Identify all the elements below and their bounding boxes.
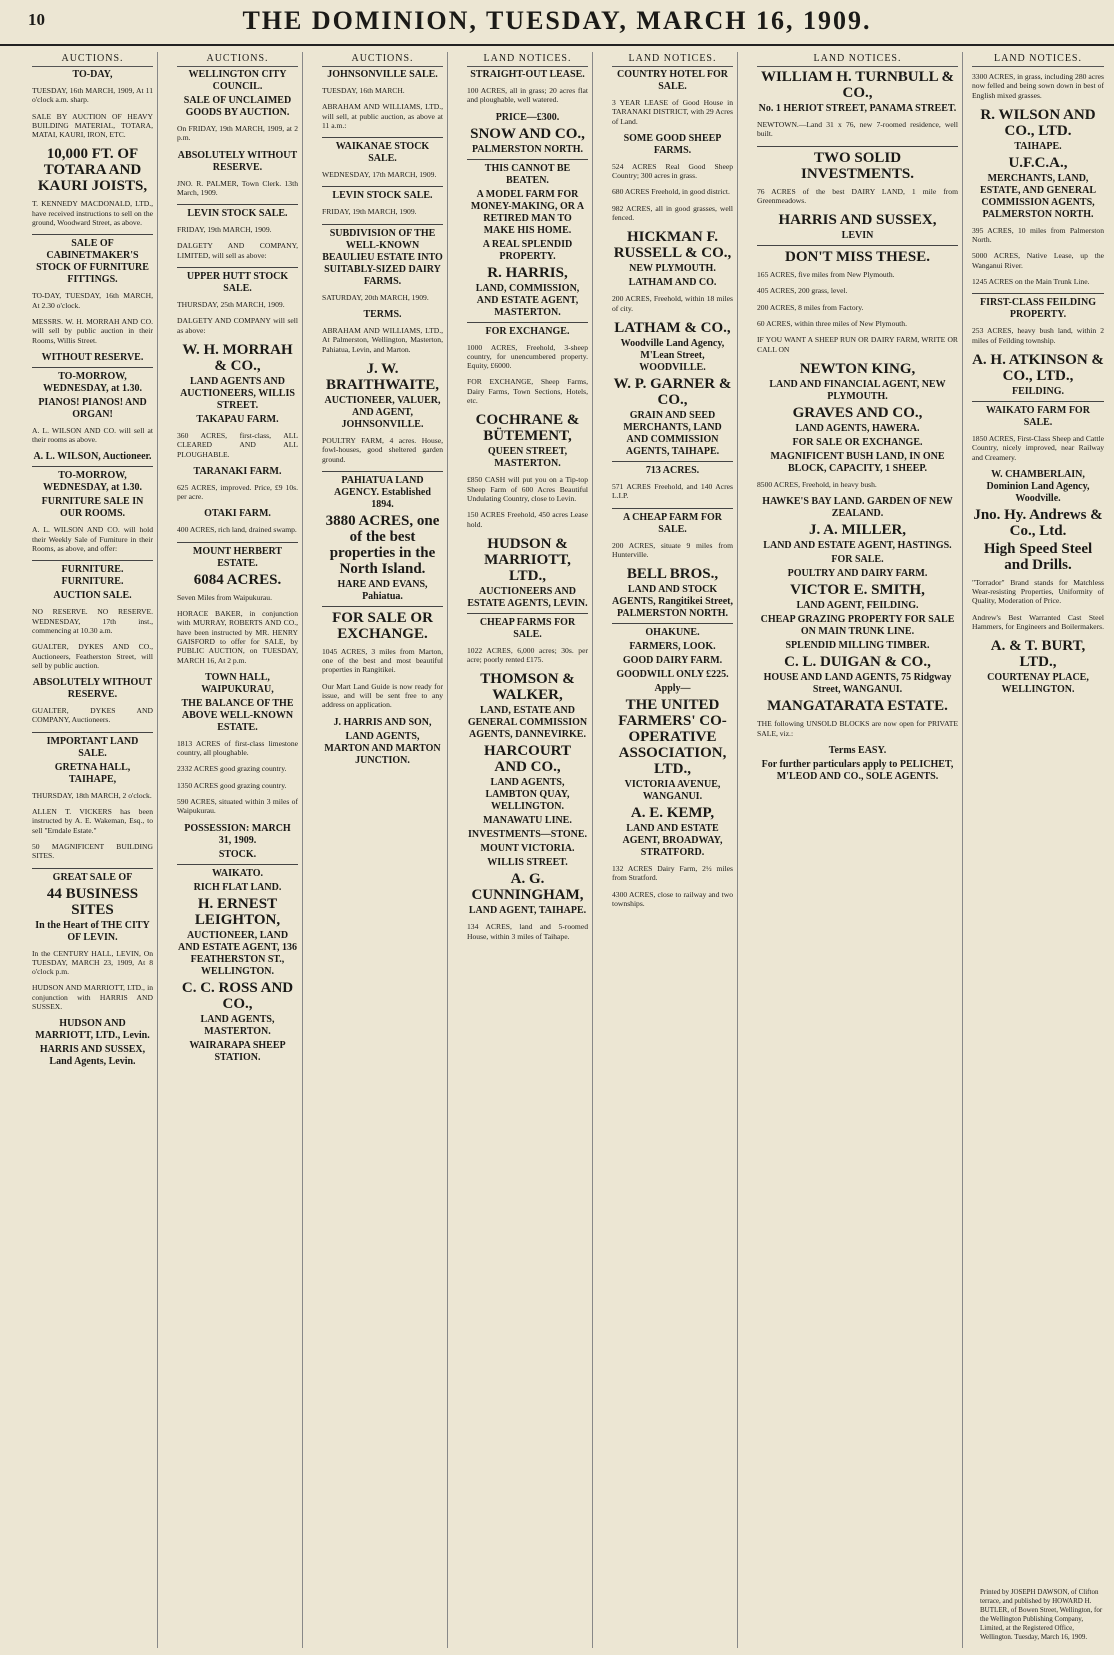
- advertiser-name: GRAVES AND CO.,: [792, 404, 923, 421]
- advertiser-name: 6084 ACRES.: [193, 571, 282, 588]
- notice-text: 2332 ACRES good grazing country.: [177, 764, 287, 774]
- notice-text: £850 CASH will put you on a Tip-top Sheep Farm of 600 Acres Beautiful Undulating Country, close to Levin.: [467, 475, 588, 503]
- notice-heading: LAND AND FINANCIAL AGENT, NEW PLYMOUTH.: [769, 378, 946, 402]
- column-1: [28, 52, 158, 1648]
- notice-text: 395 ACRES, 10 miles from Palmerston North.: [972, 225, 1104, 245]
- notice-heading: Apply—: [654, 683, 691, 695]
- column-rule: [32, 466, 153, 467]
- notice-text: ABRAHAM AND WILLIAMS, LTD., At Palmerston, Wellington, Masterton, Pahiatua, Levin, and Marton.: [322, 326, 443, 354]
- notice-text: 3300 ACRES, in grass, including 280 acres now felled and being sown down in best of English mixed grasses.: [972, 72, 1104, 100]
- column-rule: [972, 401, 1104, 402]
- notice-heading: W. CHAMBERLAIN, Dominion Land Agency, Woodville.: [986, 468, 1090, 504]
- masthead: [0, 0, 1114, 46]
- column-heading: AUCTIONS.: [322, 52, 443, 67]
- column-rule: [467, 159, 588, 160]
- column-rule: [757, 146, 958, 147]
- column-rule: [32, 234, 153, 235]
- notice-heading: LATHAM AND CO.: [628, 277, 717, 289]
- notice-text: GUALTER, DYKES AND COMPANY, Auctioneers.: [32, 706, 153, 725]
- notice-heading: HARRIS AND SUSSEX, Land Agents, Levin.: [39, 1044, 146, 1068]
- notice-heading: SPLENDID MILLING TIMBER.: [785, 640, 930, 652]
- notice-text: WEDNESDAY, 17th MARCH, 1909.: [322, 170, 437, 180]
- column-rule: [467, 613, 588, 614]
- notice-heading: OTAKI FARM.: [204, 508, 271, 520]
- notice-heading: LAND AND STOCK AGENTS, Rangitikei Street, PALMERSTON NORTH.: [612, 584, 733, 620]
- notice-heading: WAIKATO FARM FOR SALE.: [986, 404, 1090, 428]
- column-body: [467, 69, 588, 941]
- notice-heading: SALE OF CABINETMAKER'S STOCK OF FURNITURE FITTINGS.: [36, 238, 149, 286]
- notice-heading: STOCK.: [218, 848, 257, 860]
- notice-heading: LAND AGENTS, HAWERA.: [795, 422, 920, 434]
- notice-heading: TO-MORROW, WEDNESDAY, at 1.30.: [42, 370, 142, 394]
- notice-text: T. KENNEDY MACDONALD, LTD., have received instructions to sell on the ground, Woodward Street, as above.: [32, 199, 153, 228]
- notice-text: 1000 ACRES, Freehold, 3-sheep country, for unencumbered property. Equity, £6000.: [467, 342, 588, 371]
- notice-heading: MOUNT VICTORIA.: [480, 843, 575, 855]
- notice-heading: PRICE—£300.: [495, 111, 560, 123]
- notice-heading: LAND, COMMISSION, AND ESTATE AGENT, MASTERTON.: [475, 282, 580, 318]
- column-body: [757, 69, 958, 783]
- column-rule: [757, 245, 958, 246]
- column-body: [612, 69, 733, 908]
- advertiser-name: R. HARRIS,: [487, 264, 568, 281]
- notice-heading: LAND AGENTS AND AUCTIONEERS, WILLIS STREET.: [180, 375, 295, 411]
- column-rule: [322, 186, 443, 187]
- notice-heading: NEW PLYMOUTH.: [629, 263, 716, 275]
- notice-text: POULTRY FARM, 4 acres. House, fowl-houses, good sheltered garden ground.: [322, 435, 443, 464]
- notice-text: 4300 ACRES, close to railway and two townships.: [612, 889, 733, 909]
- advertiser-name: C. C. ROSS AND CO.,: [181, 979, 294, 1012]
- column-rule: [177, 204, 298, 205]
- column-2: [173, 52, 303, 1648]
- notice-heading: WITHOUT RESERVE.: [41, 351, 144, 363]
- notice-heading: FARMERS, LOOK.: [629, 641, 716, 653]
- notice-heading: AUCTIONEER, VALUER, AND AGENT, JOHNSONVILLE.: [324, 394, 441, 430]
- notice-heading: LEVIN STOCK SALE.: [332, 190, 433, 202]
- notice-text: FRIDAY, 19th MARCH, 1909.: [177, 225, 272, 235]
- notice-heading: A MODEL FARM FOR MONEY-MAKING, OR A RETIRED MAN TO MAKE HIS HOME.: [470, 188, 585, 236]
- notice-text: TUESDAY, 16th MARCH.: [322, 86, 405, 95]
- notice-text: 590 ACRES, situated within 3 miles of Waipukurau.: [177, 797, 298, 816]
- notice-heading: SOME GOOD SHEEP FARMS.: [623, 132, 722, 156]
- notice-heading: A REAL SPLENDID PROPERTY.: [482, 238, 573, 262]
- column-6: [753, 52, 963, 1648]
- advertiser-name: A. G. CUNNINGHAM,: [471, 871, 584, 904]
- advertiser-name: J. A. MILLER,: [808, 522, 907, 539]
- advertiser-name: NEWTON KING,: [799, 360, 916, 377]
- notice-text: MESSRS. W. H. MORRAH AND CO. will sell by public auction in their Rooms, Willis Street.: [32, 316, 153, 345]
- notice-text: A. L. WILSON AND CO. will sell at their rooms as above.: [32, 425, 153, 445]
- notice-heading: HAWKE'S BAY LAND. GARDEN OF NEW ZEALAND.: [762, 496, 953, 520]
- notice-text: 405 ACRES, 200 grass, level.: [757, 286, 848, 296]
- notice-text: 200 ACRES, 8 miles from Factory.: [757, 302, 864, 312]
- notice-text: FRIDAY, 19th MARCH, 1909.: [322, 207, 417, 217]
- advertiser-name: DON'T MISS THESE.: [785, 249, 930, 266]
- notice-text: 3 YEAR LEASE of Good House in TARANAKI DISTRICT, with 29 Acres of Land.: [612, 98, 733, 126]
- column-body: [32, 69, 153, 1068]
- notice-heading: TERMS.: [363, 309, 402, 321]
- advertiser-name: HUDSON & MARRIOTT, LTD.,: [484, 535, 571, 584]
- notice-text: 360 ACRES, first-class, ALL CLEARED AND ALL PLOUGHABLE.: [177, 430, 298, 459]
- advertiser-name: U.F.C.A.,: [1008, 154, 1068, 171]
- column-rule: [322, 224, 443, 225]
- notice-heading: GOOD DAIRY FARM.: [622, 655, 723, 667]
- notice-text: 200 ACRES, situate 9 miles from Hunterville.: [612, 540, 733, 559]
- column-rule: [972, 293, 1104, 294]
- notice-heading: STRAIGHT-OUT LEASE.: [470, 69, 585, 80]
- column-rule: [32, 732, 153, 733]
- advertiser-name: 44 BUSINESS SITES: [46, 885, 139, 918]
- column-heading: LAND NOTICES.: [612, 52, 733, 67]
- column-heading: AUCTIONS.: [177, 52, 298, 67]
- advertiser-name: HARCOURT AND CO.,: [484, 743, 571, 776]
- notice-heading: For further particulars apply to PELICHET, M'LEOD AND CO., SOLE AGENTS.: [761, 758, 954, 782]
- columns-container: [28, 52, 1108, 1648]
- notice-text: 625 ACRES, improved. Price, £9 10s. per acre.: [177, 482, 298, 502]
- notice-heading: AUCTION SALE.: [53, 590, 132, 602]
- advertiser-name: W. H. MORRAH & CO.,: [182, 341, 293, 374]
- column-rule: [612, 461, 733, 462]
- column-heading: LAND NOTICES.: [972, 52, 1104, 67]
- column-heading: AUCTIONS.: [32, 52, 153, 67]
- notice-heading: SALE OF UNCLAIMED GOODS BY AUCTION.: [183, 95, 292, 118]
- notice-text: 400 ACRES, rich land, drained swamp.: [177, 525, 297, 535]
- notice-text: TO-DAY, TUESDAY, 16th MARCH, At 2.30 o'clock.: [32, 291, 153, 310]
- advertiser-name: MANGATARATA ESTATE.: [767, 698, 948, 715]
- advertiser-name: COCHRANE & BÜTEMENT,: [475, 412, 580, 445]
- notice-text: 60 ACRES, within three miles of New Plymouth.: [757, 319, 907, 329]
- column-rule: [322, 606, 443, 607]
- notice-heading: A CHEAP FARM FOR SALE.: [623, 511, 722, 535]
- notice-text: Our Mart Land Guide is now ready for issue, and will be sent free to any address on application.: [322, 681, 443, 710]
- printer-imprint: Printed by JOSEPH DAWSON, of Clifton terrace, and published by HOWARD H. BUTLER, of Bowen Street, Wellington, for the Wellington Publishing Company, Limited, at the Registered Office, Wellington. Tuesday, March 16, 1909.: [980, 1588, 1103, 1641]
- notice-text: 982 ACRES, all in good grasses, well fenced.: [612, 203, 733, 223]
- notice-text: In the CENTURY HALL, LEVIN, On TUESDAY, MARCH 23, 1909, At 8 o'clock p.m.: [32, 948, 153, 977]
- column-rule: [322, 137, 443, 138]
- notice-heading: FOR SALE.: [831, 554, 884, 566]
- advertiser-name: WILLIAM H. TURNBULL & CO.,: [760, 69, 955, 101]
- notice-text: NO RESERVE. NO RESERVE. WEDNESDAY, 17th inst., commencing at 10.30 a.m.: [32, 607, 153, 635]
- notice-heading: FEILDING.: [1012, 385, 1064, 397]
- notice-heading: MOUNT HERBERT ESTATE.: [192, 545, 283, 569]
- notice-text: 524 ACRES Real Good Sheep Country; 300 acres in grass.: [612, 161, 733, 181]
- notice-heading: MANAWATU LINE.: [483, 815, 572, 827]
- column-rule: [32, 868, 153, 869]
- notice-text: ALLEN T. VICKERS has been instructed by A. E. Wakeman, Esq., to sell "Erndale Estate.": [32, 807, 153, 835]
- notice-heading: Terms EASY.: [828, 744, 887, 756]
- notice-heading: A. L. WILSON, Auctioneer.: [33, 451, 152, 463]
- advertiser-name: H. ERNEST LEIGHTON,: [194, 895, 281, 928]
- notice-heading: TO-DAY,: [72, 69, 113, 80]
- column-rule: [177, 542, 298, 543]
- notice-text: 5000 ACRES, Native Lease, up the Wanganui River.: [972, 251, 1104, 270]
- notice-heading: TO-MORROW, WEDNESDAY, at 1.30.: [42, 470, 142, 494]
- notice-heading: QUEEN STREET, MASTERTON.: [487, 446, 568, 470]
- column-3: [318, 52, 448, 1648]
- column-body: [322, 69, 443, 767]
- notice-heading: FIRST-CLASS FEILDING PROPERTY.: [979, 297, 1097, 321]
- notice-heading: HUDSON AND MARRIOTT, LTD., Levin.: [35, 1018, 150, 1042]
- notice-text: 571 ACRES Freehold, and 140 Acres L.I.P.: [612, 481, 733, 501]
- notice-text: ABRAHAM AND WILLIAMS, LTD., will sell, at public auction, as above at 11 a.m.:: [322, 102, 443, 130]
- page-number: 10: [28, 10, 45, 29]
- notice-heading: RICH FLAT LAND.: [193, 881, 282, 893]
- notice-heading: AUCTIONEERS AND ESTATE AGENTS, LEVIN.: [467, 585, 588, 609]
- advertiser-name: High Speed Steel and Drills.: [983, 540, 1093, 573]
- notice-text: FOR EXCHANGE, Sheep Farms, Dairy Farms, Town Sections, Hotels, etc.: [467, 377, 588, 406]
- notice-text: DALGETY AND COMPANY, LIMITED, will sell as above:: [177, 241, 298, 260]
- notice-heading: FOR SALE OR EXCHANGE.: [792, 436, 923, 448]
- advertiser-name: THE UNITED FARMERS' CO-OPERATIVE ASSOCIATION, LTD.,: [618, 697, 727, 778]
- notice-text: THE following UNSOLD BLOCKS are now open for PRIVATE SALE, viz.:: [757, 719, 958, 738]
- notice-heading: FOR EXCHANGE.: [485, 325, 570, 337]
- notice-text: "Torrador" Brand stands for Matchless Wear-resisting Properties, Uniformity of Quality, Moderation of Price.: [972, 577, 1104, 606]
- notice-text: 253 ACRES, heavy bush land, within 2 miles of Feilding township.: [972, 326, 1104, 345]
- notice-heading: PAHIATUA LAND AGENCY. Established 1894.: [334, 474, 431, 510]
- notice-heading: TOWN HALL, WAIPUKURAU,: [201, 671, 274, 695]
- advertiser-name: THOMSON & WALKER,: [480, 671, 575, 704]
- notice-text: 8500 ACRES, Freehold, in heavy bush.: [757, 479, 877, 489]
- notice-text: 1350 ACRES good grazing country.: [177, 780, 287, 790]
- notice-heading: CHEAP GRAZING PROPERTY FOR SALE ON MAIN TRUNK LINE.: [760, 614, 955, 638]
- notice-heading: PALMERSTON NORTH.: [472, 143, 583, 155]
- notice-heading: TARANAKI FARM.: [193, 465, 282, 477]
- advertiser-name: R. WILSON AND CO., LTD.: [980, 106, 1096, 139]
- notice-text: 680 ACRES Freehold, in good district.: [612, 187, 730, 197]
- notice-heading: LEVIN: [841, 230, 874, 242]
- notice-heading: THE BALANCE OF THE ABOVE WELL-KNOWN ESTATE.: [181, 697, 294, 733]
- notice-heading: LAND AGENTS, MASTERTON.: [200, 1013, 275, 1037]
- notice-text: 1245 ACRES on the Main Trunk Line.: [972, 277, 1090, 287]
- column-heading: LAND NOTICES.: [757, 52, 958, 67]
- notice-text: 1022 ACRES, 6,000 acres; 30s. per acre; poorly rented £175.: [467, 645, 588, 665]
- advertiser-name: Jno. Hy. Andrews & Co., Ltd.: [973, 506, 1103, 539]
- notice-heading: POULTRY AND DAIRY FARM.: [787, 568, 928, 580]
- column-body: [177, 69, 298, 1064]
- notice-heading: HARE AND EVANS, Pahiatua.: [337, 578, 428, 602]
- column-body: [972, 72, 1104, 696]
- notice-heading: GOODWILL ONLY £225.: [616, 669, 729, 681]
- column-rule: [612, 623, 733, 624]
- notice-heading: INVESTMENTS—STONE.: [467, 829, 588, 841]
- notice-heading: LAND AGENT, FEILDING.: [796, 600, 919, 612]
- notice-text: SALE BY AUCTION OF HEAVY BUILDING MATERIAL, TOTARA, MATAI, KAURI, IRON, ETC.: [32, 111, 153, 140]
- advertiser-name: VICTOR E. SMITH,: [790, 582, 925, 599]
- notice-heading: LEVIN STOCK SALE.: [187, 208, 288, 220]
- notice-heading: GRETNA HALL, TAIHAPE,: [54, 761, 131, 785]
- notice-heading: ABSOLUTELY WITHOUT RESERVE.: [32, 677, 153, 701]
- advertiser-name: A. & T. BURT, LTD.,: [990, 638, 1086, 671]
- column-rule: [32, 560, 153, 561]
- notice-heading: HOUSE AND LAND AGENTS, 75 Ridgway Street, WANGANUI.: [763, 672, 952, 696]
- advertiser-name: HICKMAN F. RUSSELL & CO.,: [613, 229, 732, 262]
- notice-text: Seven Miles from Waipukurau.: [177, 592, 272, 602]
- notice-text: HORACE BAKER, in conjunction with MURRAY, ROBERTS AND CO., have been instructed by MR. HENRY GAISFORD to offer for SALE, by PUBLIC AUCTION, on TUESDAY, MARCH 16, At 2 p.m.: [177, 609, 298, 665]
- notice-heading: No. 1 HERIOT STREET, PANAMA STREET.: [758, 103, 957, 114]
- notice-heading: WILLIS STREET.: [487, 857, 568, 869]
- notice-heading: AUCTIONEER, LAND AND ESTATE AGENT, 136 FEATHERSTON ST., WELLINGTON.: [178, 929, 297, 977]
- notice-text: 1813 ACRES of first-class limestone country, all ploughable.: [177, 738, 298, 758]
- column-rule: [612, 508, 733, 509]
- notice-heading: LAND AGENT, TAIHAPE.: [468, 905, 587, 917]
- notice-heading: 713 ACRES.: [645, 464, 700, 476]
- notice-heading: THIS CANNOT BE BEATEN.: [484, 162, 571, 186]
- notice-text: JNO. R. PALMER, Town Clerk. 13th March, 1909.: [177, 178, 298, 197]
- column-rule: [467, 322, 588, 323]
- notice-text: 100 ACRES, all in grass; 20 acres flat and ploughable, well watered.: [467, 86, 588, 105]
- notice-heading: LAND AGENTS, LAMBTON QUAY, WELLINGTON.: [485, 777, 570, 813]
- page-title: THE DOMINION, TUESDAY, MARCH 16, 1909.: [242, 6, 872, 35]
- notice-text: Andrew's Best Warranted Cast Steel Hammers, for Engineers and Boilermakers.: [972, 612, 1105, 632]
- notice-heading: VICTORIA AVENUE, WANGANUI.: [624, 779, 721, 803]
- column-heading: LAND NOTICES.: [467, 52, 588, 67]
- notice-heading: UPPER HUTT STOCK SALE.: [186, 271, 289, 295]
- notice-heading: PIANOS! PIANOS! AND ORGAN!: [38, 396, 147, 420]
- notice-text: IF YOU WANT A SHEEP RUN OR DAIRY FARM, WRITE OR CALL ON: [757, 335, 958, 354]
- notice-text: 132 ACRES Dairy Farm, 2½ miles from Stratford.: [612, 864, 733, 883]
- notice-heading: GRAIN AND SEED MERCHANTS, LAND AND COMMISSION AGENTS, TAIHAPE.: [623, 409, 722, 457]
- notice-heading: FURNITURE SALE IN OUR ROOMS.: [41, 496, 144, 520]
- notice-heading: JOHNSONVILLE SALE.: [327, 69, 438, 80]
- notice-heading: LAND AND ESTATE AGENT, BROADWAY, STRATFORD.: [622, 823, 723, 859]
- notice-text: 150 ACRES Freehold, 450 acres Lease hold.: [467, 510, 588, 529]
- notice-heading: TAIHAPE.: [1014, 140, 1062, 152]
- notice-text: A. L. WILSON AND CO. will hold their Weekly Sale of Furniture in their Rooms, as above, and offer:: [32, 525, 153, 554]
- notice-text: 165 ACRES, five miles from New Plymouth.: [757, 270, 895, 280]
- column-rule: [322, 471, 443, 472]
- notice-heading: LAND AGENTS, MARTON AND MARTON JUNCTION.: [324, 730, 441, 766]
- column-4: [463, 52, 593, 1648]
- column-rule: [177, 864, 298, 865]
- column-rule: [177, 267, 298, 268]
- notice-text: 1045 ACRES, 3 miles from Marton, one of the best and most beautiful properties in Rangitikei.: [322, 646, 443, 675]
- notice-text: THURSDAY, 18th MARCH, 2 o'clock.: [32, 790, 152, 800]
- advertiser-name: C. L. DUIGAN & CO.,: [784, 654, 931, 671]
- notice-text: GUALTER, DYKES AND CO., Auctioneers, Featherston Street, will sell by public auction.: [32, 642, 153, 670]
- advertiser-name: J. W. BRAITHWAITE,: [326, 360, 439, 393]
- notice-heading: J. HARRIS AND SON,: [333, 716, 432, 728]
- notice-heading: GREAT SALE OF: [52, 871, 133, 883]
- notice-heading: TAKAPAU FARM.: [196, 413, 279, 425]
- notice-text: NEWTOWN.—Land 31 x 76, new 7-roomed residence, well built.: [757, 120, 958, 139]
- notice-heading: OHAKUNE.: [645, 627, 700, 639]
- advertiser-name: HARRIS AND SUSSEX,: [778, 212, 937, 229]
- notice-heading: LAND, ESTATE AND GENERAL COMMISSION AGENTS, DANNEVIRKE.: [467, 705, 588, 741]
- notice-heading: COURTENAY PLACE, WELLINGTON.: [987, 672, 1089, 696]
- notice-text: TUESDAY, 16th MARCH, 1909, At 11 o'clock a.m. sharp.: [32, 86, 153, 105]
- advertiser-name: W. P. GARNER & CO.,: [613, 375, 732, 408]
- notice-text: 200 ACRES, Freehold, within 18 miles of city.: [612, 294, 733, 313]
- column-7: [968, 52, 1108, 1648]
- notice-text: SATURDAY, 20th MARCH, 1909.: [322, 292, 429, 302]
- notice-text: HUDSON AND MARRIOTT, LTD., in conjunction with HARRIS AND SUSSEX.: [32, 983, 153, 1011]
- advertiser-name: SNOW AND CO.,: [470, 125, 585, 142]
- advertiser-name: 3880 ACRES, one of the best properties in the North Island.: [325, 512, 440, 577]
- notice-heading: POSSESSION: MARCH 31, 1909.: [184, 822, 291, 846]
- notice-text: 76 ACRES of the best DAIRY LAND, 1 mile from Greenmeadows.: [757, 186, 958, 205]
- notice-heading: WAIKANAE STOCK SALE.: [335, 141, 430, 165]
- advertiser-name: 10,000 FT. OF TOTARA AND KAURI JOISTS,: [37, 146, 148, 195]
- notice-text: 134 ACRES, land and 5-roomed House, within 3 miles of Taihape.: [467, 922, 588, 941]
- advertiser-name: BELL BROS.,: [626, 566, 719, 583]
- advertiser-name: A. E. KEMP,: [630, 805, 715, 822]
- advertiser-name: LATHAM & CO.,: [614, 319, 731, 336]
- notice-text: 1850 ACRES, First-Class Sheep and Cattle Country, nicely improved, near Railway and Creamery.: [972, 433, 1104, 462]
- notice-heading: SUBDIVISION OF THE WELL-KNOWN BEAULIEU ESTATE INTO SUITABLY-SIZED DAIRY FARMS.: [322, 227, 443, 287]
- notice-heading: WAIRARAPA SHEEP STATION.: [189, 1039, 286, 1063]
- notice-heading: IMPORTANT LAND SALE.: [46, 735, 139, 759]
- notice-heading: CHEAP FARMS FOR SALE.: [479, 616, 576, 640]
- column-5: [608, 52, 738, 1648]
- notice-heading: COUNTRY HOTEL FOR SALE.: [617, 69, 728, 92]
- notice-heading: WAIKATO.: [211, 867, 264, 879]
- notice-heading: WELLINGTON CITY COUNCIL.: [188, 69, 287, 92]
- notice-heading: MERCHANTS, LAND, ESTATE, AND GENERAL COMMISSION AGENTS, PALMERSTON NORTH.: [979, 172, 1097, 220]
- notice-heading: MAGNIFICENT BUSH LAND, IN ONE BLOCK, CAPACITY, 1 SHEEP.: [770, 450, 945, 474]
- notice-heading: FURNITURE. FURNITURE.: [61, 564, 124, 588]
- notice-text: 50 MAGNIFICENT BUILDING SITES.: [32, 841, 153, 861]
- advertiser-name: TWO SOLID INVESTMENTS.: [801, 149, 914, 182]
- notice-heading: LAND AND ESTATE AGENT, HASTINGS.: [763, 540, 952, 552]
- notice-heading: Woodville Land Agency, M'Lean Street, WOODVILLE.: [620, 337, 725, 373]
- advertiser-name: A. H. ATKINSON & CO., LTD.,: [972, 351, 1104, 384]
- notice-heading: In the Heart of THE CITY OF LEVIN.: [35, 919, 150, 943]
- advertiser-name: FOR SALE OR EXCHANGE.: [332, 609, 433, 642]
- column-rule: [32, 367, 153, 368]
- notice-text: On FRIDAY, 19th MARCH, 1909, at 2 p.m.: [177, 124, 298, 143]
- notice-text: THURSDAY, 25th MARCH, 1909.: [177, 300, 285, 310]
- notice-text: DALGETY AND COMPANY will sell as above:: [177, 316, 298, 335]
- notice-heading: ABSOLUTELY WITHOUT RESERVE.: [177, 149, 298, 173]
